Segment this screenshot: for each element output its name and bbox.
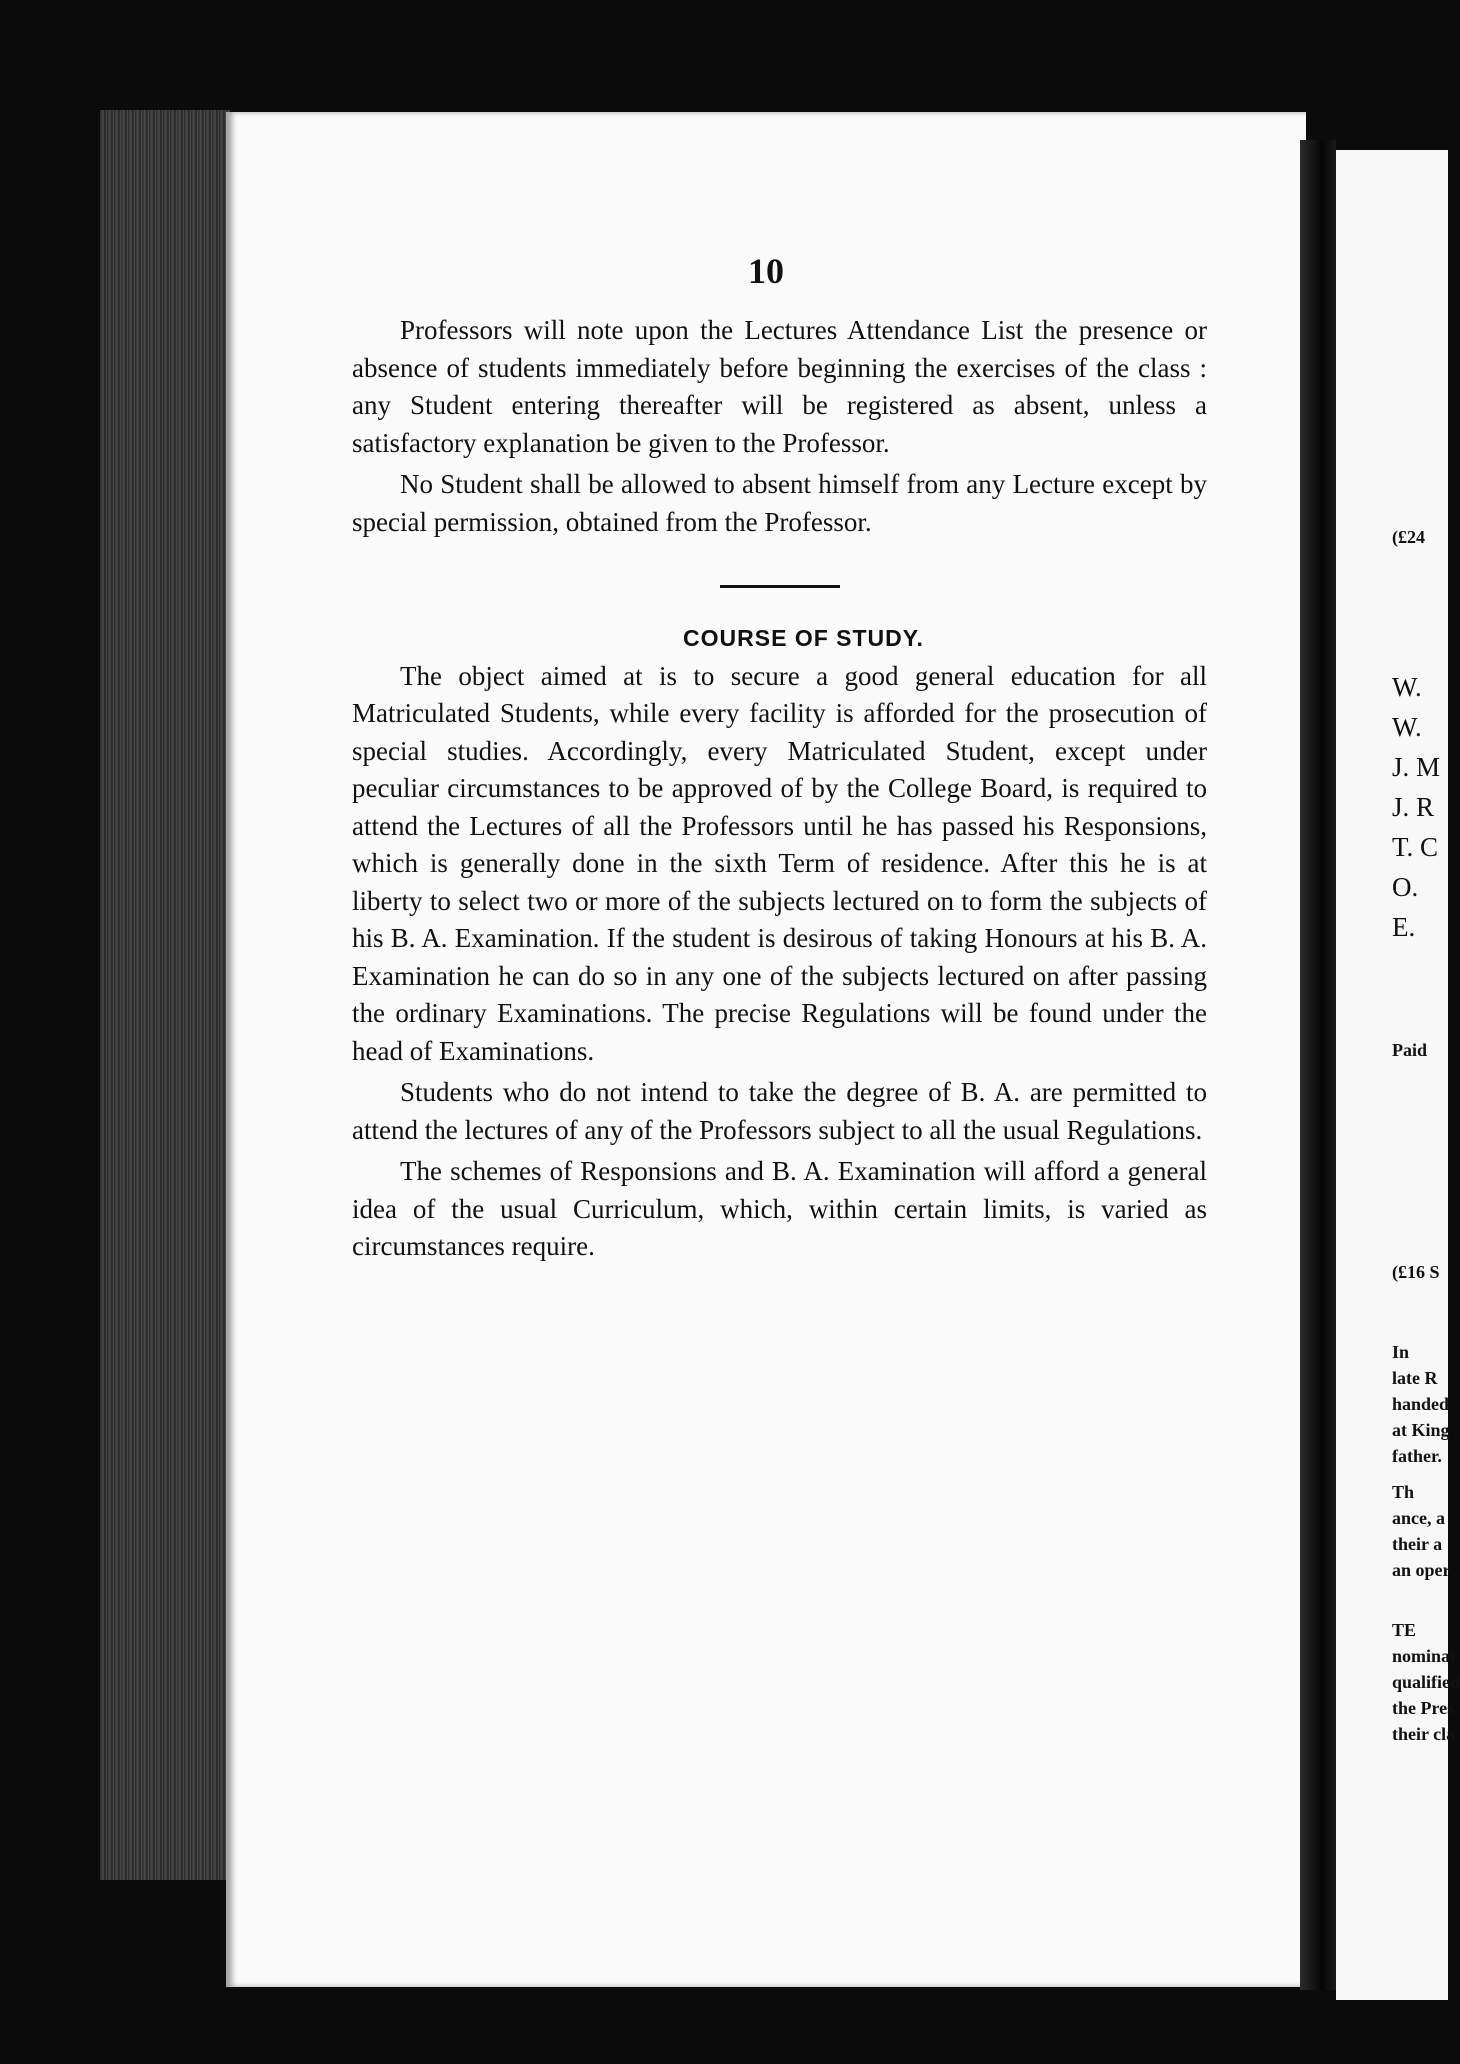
paragraph-attendance: Professors will note upon the Lectures Attendance List the presence or absence of students immediately before beginning the exercises of the class : any Student entering thereafter will be registered as absent, unless a satisfactory explanation be given to the Professor. [352,315,1207,458]
facing-fragment: an oper [1392,1560,1451,1580]
facing-page [1336,150,1460,2000]
paragraph-absence: No Student shall be allowed to absent himself from any Lecture except by special permission, obtained from the Professor. [352,469,1207,537]
paragraph-curriculum: The schemes of Responsions and B. A. Examination will afford a general idea of the usual Curriculum, which, within certain limits, is varied as circumstances require. [352,1156,1207,1261]
facing-fragment: J. M [1392,752,1441,782]
paragraph-course-object: The object aimed at is to secure a good general education for all Matriculated Students, while every facility is afforded for the prosecution of special studies. Accordingly, every Matriculated Student, except under peculiar circumstances to be approved of by the College Board, is required to attend the Lectures of all the Professors until he has passed his Responsions, which is generally done in the sixth Term of residence. After this he is at liberty to select two or more of the subjects lectured on to form the subjects of his B. A. Examination. If the student is desirous of taking Honours at his B. A. Examination he can do so in any one of the subjects lectured on after passing the ordinary Examinations. The precise Regulations will be found under the head of Examinations. [352,660,1207,1066]
section-heading: COURSE OF STUDY. [683,625,924,651]
facing-fragment: qualified [1392,1672,1460,1692]
facing-fragment: late R [1392,1368,1438,1388]
facing-fragment: father. [1392,1446,1442,1466]
book-gutter [1300,140,1336,1990]
facing-fragment: the Pres [1392,1698,1455,1718]
facing-fragment: handed [1392,1394,1450,1414]
section-divider [720,585,840,588]
facing-fragment: In [1392,1342,1410,1362]
paragraph-non-degree: Students who do not intend to take the degree of B. A. are permitted to attend the lectures of any of the Professors subject to all the usual Regulations. [352,1077,1207,1145]
facing-fragment: Th [1392,1482,1415,1502]
facing-fragment: W. [1392,672,1422,702]
left-page [226,112,1306,1987]
facing-fragment: (£16 S [1392,1262,1440,1282]
facing-fragment: TE [1392,1620,1417,1640]
facing-fragment: (£24 [1392,527,1425,547]
page-stack-edge [100,110,230,1880]
facing-fragment: O. [1392,872,1419,902]
page-number: 10 [748,251,784,291]
page-body [352,312,1207,1266]
facing-fragment: Paid [1392,1040,1428,1060]
facing-fragment: at King [1392,1420,1450,1440]
facing-fragment: J. R [1392,792,1435,822]
facing-fragment: ance, a [1392,1508,1445,1528]
facing-fragment: their cla [1392,1724,1456,1744]
facing-fragment: their a [1392,1534,1443,1554]
facing-fragment: nominat [1392,1646,1457,1666]
facing-fragment: E. [1392,912,1416,942]
facing-fragment: T. C [1392,832,1438,862]
facing-fragment: W. [1392,712,1422,742]
